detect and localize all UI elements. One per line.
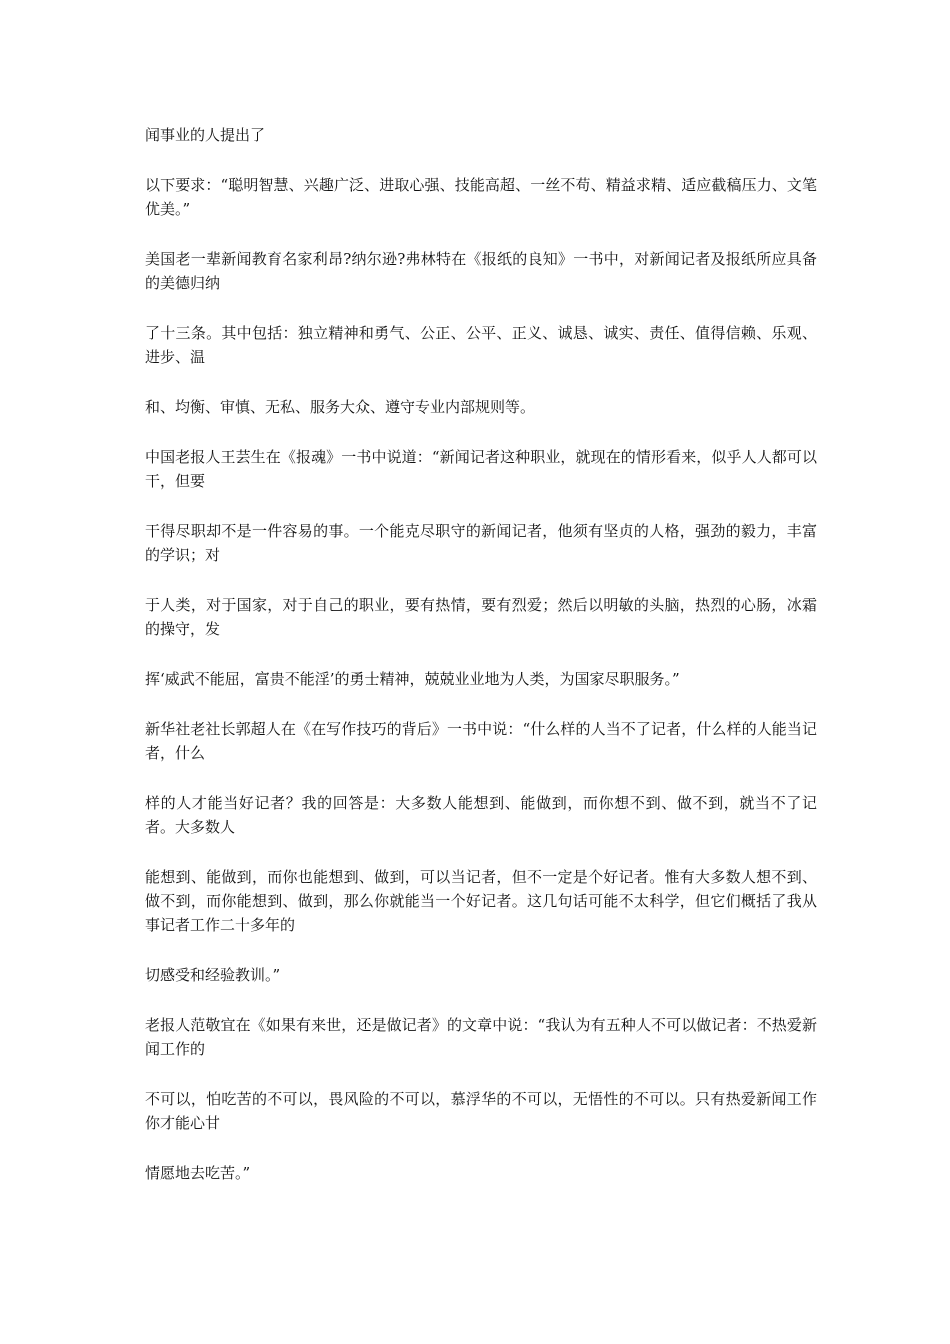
paragraph-11: 样的人才能当好记者？我的回答是：大多数人能想到、能做到，而你想不到、做不到，就当不了记者。大多数人 [145,794,817,836]
paragraph-2: 以下要求：“聪明智慧、兴趣广泛、进取心强、技能高超、一丝不苟、精益求精、适应截稿压力、文笔优美。” [145,176,817,218]
paragraph-7: 干得尽职却不是一件容易的事。一个能克尽职守的新闻记者，他须有坚贞的人格，强劲的毅力，丰富的学识；对 [145,522,817,564]
paragraph-13: 切感受和经验教训。” [145,966,281,984]
paragraph-8: 于人类，对于国家，对于自己的职业，要有热情，要有烈爱；然后以明敏的头脑，热烈的心肠，冰霜的操守，发 [145,596,817,638]
paragraph-15: 不可以，怕吃苦的不可以，畏风险的不可以，慕浮华的不可以，无悟性的不可以。只有热爱新闻工作你才能心甘 [145,1090,817,1132]
paragraph-9: 挥‘威武不能屈，富贵不能淫’的勇士精神，兢兢业业地为人类，为国家尽职服务。” [145,670,680,688]
paragraph-10: 新华社老社长郭超人在《在写作技巧的背后》一书中说：“什么样的人当不了记者，什么样的人能当记者，什么 [145,720,817,762]
paragraph-16: 情愿地去吃苦。” [145,1164,251,1182]
paragraph-1: 闻事业的人提出了 [145,126,266,144]
paragraph-6: 中国老报人王芸生在《报魂》一书中说道：“新闻记者这种职业，就现在的情形看来，似乎人人都可以干，但要 [145,448,817,490]
document-body [145,123,817,1185]
paragraph-5: 和、均衡、审慎、无私、服务大众、遵守专业内部规则等。 [145,398,536,416]
paragraph-12: 能想到、能做到，而你也能想到、做到，可以当记者，但不一定是个好记者。惟有大多数人想不到、做不到，而你能想到、做到，那么你就能当一个好记者。这几句话可能不太科学，但它们概括了我从事记者工作二十多年的 [145,868,817,934]
paragraph-3: 美国老一辈新闻教育名家利昂?纳尔逊?弗林特在《报纸的良知》一书中，对新闻记者及报纸所应具备的美德归纳 [145,250,817,292]
paragraph-4: 了十三条。其中包括：独立精神和勇气、公正、公平、正义、诚恳、诚实、责任、值得信赖、乐观、进步、温 [145,324,817,366]
paragraph-14: 老报人范敬宜在《如果有来世，还是做记者》的文章中说：“我认为有五种人不可以做记者：不热爱新闻工作的 [145,1016,817,1058]
